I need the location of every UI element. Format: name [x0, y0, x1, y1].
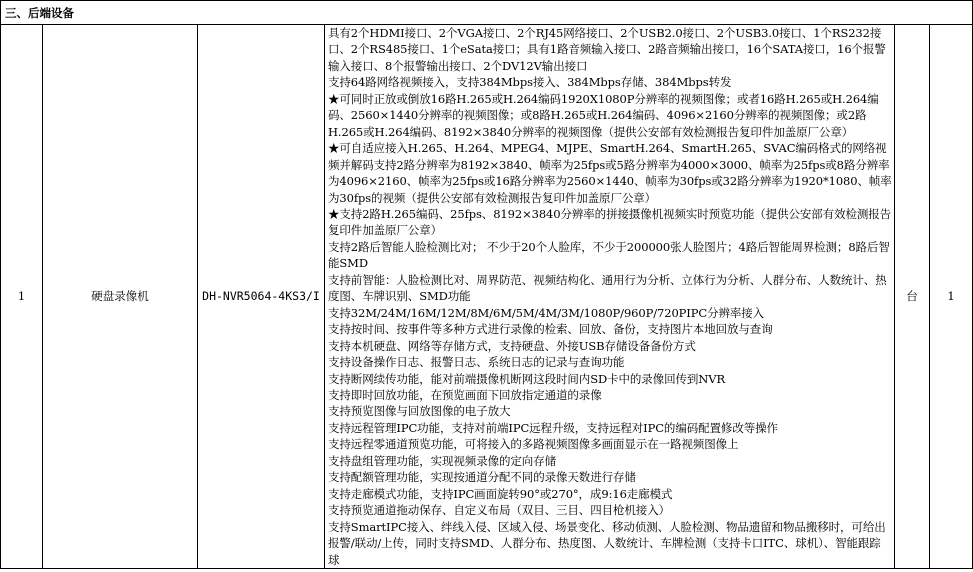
spec-line: ★可自适应接入H.265、H.264、MPEG4、MJPE、SmartH.264、SmartH.265、SVAC编码格式的网络视频并解码支持2路分辨率为8192×3840、帧率为25fps或5路分辨率为4000×3000、帧率为25fps或8路分辨率为4096×2160、帧率为25fps或16路分辨率为2560×1440、帧率为30fps或32路分辨率为1920*1080、帧率为30fps的视频（提供公安部有效检测报告复印件加盖原厂公章） [328, 141, 892, 205]
unit: 台 [895, 25, 930, 569]
spec-description [325, 25, 895, 569]
row-index: 1 [1, 25, 43, 569]
section-header-row [1, 1, 973, 25]
spec-line: 支持盘组管理功能，实现视频录像的定向存储 [328, 453, 556, 468]
quantity: 1 [930, 25, 973, 569]
spec-line: 支持断网续传功能，能对前端摄像机断网这段时间内SD卡中的录像回传到NVR [328, 371, 726, 386]
table-row [1, 25, 973, 569]
spec-line: 具有2个HDMI接口、2个VGA接口、2个RJ45网络接口、2个USB2.0接口、2个USB3.0接口、1个RS232接口、2个RS485接口、1个eSata接口；具有1路音频输入接口、2路音频输出接口，16个SATA接口，16个报警输入接口、8个报警输出接口、2个DV12V输出接口 [328, 26, 886, 73]
spec-line: 支持SmartIPC接入、绊线入侵、区域入侵、场景变化、移动侦测、人脸检测、物品遗留和物品搬移时，可给出报警/联动/上传，同时支持SMD、人群分布、热度图、人数统计、车牌检测（支持卡口ITC、球机）、智能跟踪球 [328, 519, 886, 567]
spec-line: 支持2路后智能人脸检测比对； 不少于20个人脸库，不少于200000张人脸图片；4路后智能周界检测；8路后智能SMD [328, 239, 890, 271]
spec-line: 支持即时回放功能，在预览画面下回放指定通道的录像 [328, 387, 602, 402]
spec-line: 支持本机硬盘、网络等存储方式，支持硬盘、外接USB存储设备备份方式 [328, 338, 696, 353]
spec-line: ★可同时正放或倒放16路H.265或H.264编码1920X1080P分辨率的视频图像；或者16路H.265或H.264编码、2560×1440分辨率的视频图像；或8路H.265或H.264编码、4096×2160分辨率的视频图像；或2路H.265或H.264编码、8192×3840分辨率的视频图像（提供公安部有效检测报告复印件加盖原厂公章） [328, 91, 879, 139]
spec-line: 支持设备操作日志、报警日志、系统日志的记录与查询功能 [328, 355, 625, 370]
spec-line: 支持走廊模式功能，支持IPC画面旋转90°或270°，成9:16走廊模式 [328, 486, 673, 501]
spec-line: 支持远程管理IPC功能，支持对前端IPC远程升级，支持远程对IPC的编码配置修改等操作 [328, 420, 778, 435]
spec-line: ★支持2路H.265编码、25fps、8192×3840分辨率的拼接摄像机视频实时预览功能（提供公安部有效检测报告复印件加盖原厂公章） [328, 206, 892, 238]
device-name: 硬盘录像机 [43, 25, 198, 569]
spec-line: 支持远程零通道预览功能，可将接入的多路视频图像多画面显示在一路视频图像上 [328, 437, 739, 452]
device-model: DH-NVR5064-4KS3/I [198, 25, 325, 569]
spec-line: 支持配额管理功能，实现按通道分配不同的录像天数进行存储 [328, 470, 636, 485]
spec-line: 支持预览图像与回放图像的电子放大 [328, 404, 511, 419]
section-title: 三、后端设备 [1, 1, 973, 25]
spec-line: 支持前智能：人脸检测比对、周界防范、视频结构化、通用行为分析、立体行为分析、人群分布、人数统计、热度图、车牌识别、SMD功能 [328, 272, 887, 304]
spec-line: 支持按时间、按事件等多种方式进行录像的检索、回放、备份，支持图片本地回放与查询 [328, 322, 773, 337]
spec-line: 支持预览通道拖动保存、自定义布局（双目、三目、四目枪机接入） [328, 503, 670, 518]
spec-line: 支持32M/24M/16M/12M/8M/6M/5M/4M/3M/1080P/960P/720PIPC分辨率接入 [328, 305, 765, 320]
spec-line: 支持64路网络视频接入，支持384Mbps接入、384Mbps存储、384Mbps转发 [328, 75, 732, 90]
